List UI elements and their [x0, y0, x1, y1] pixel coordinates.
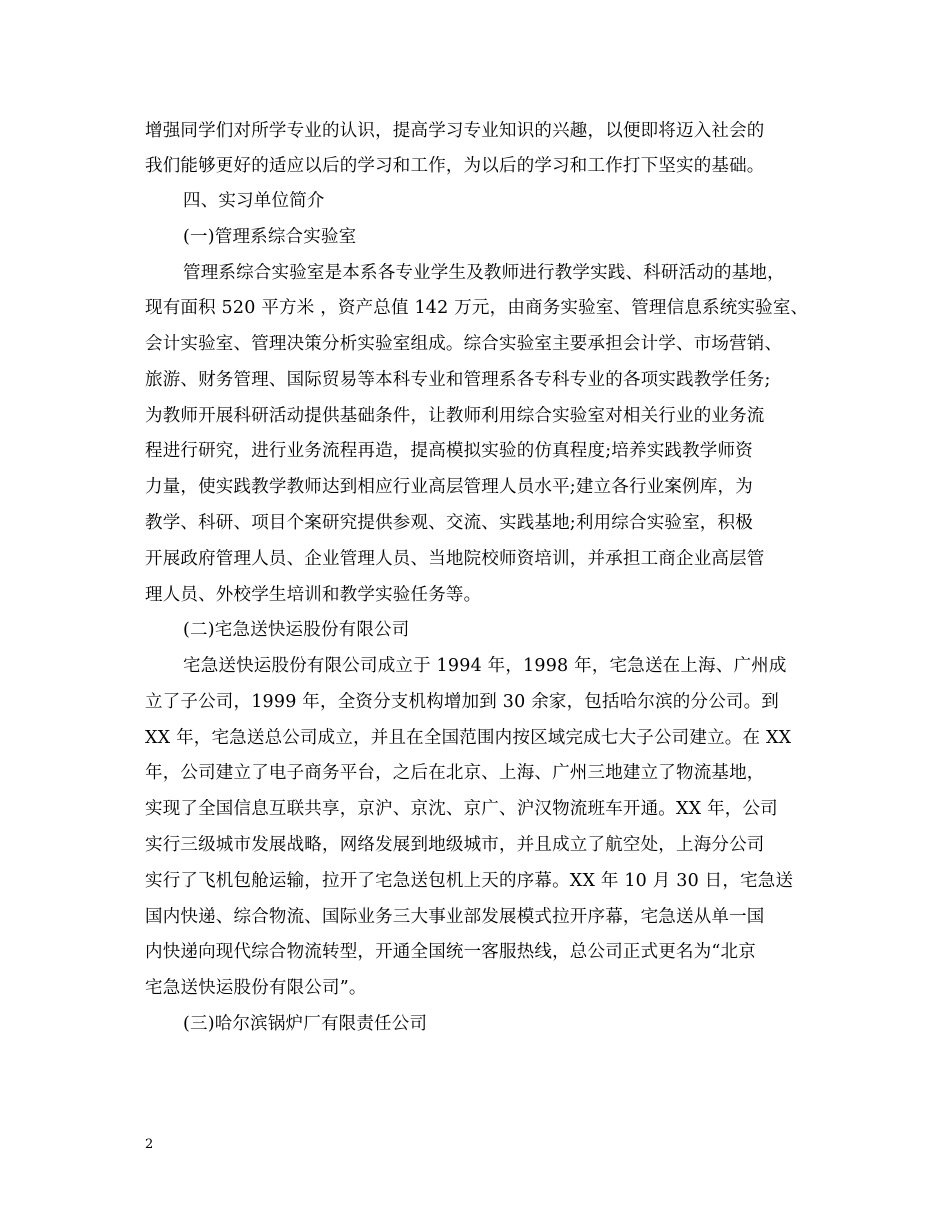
- text-line: 实行三级城市发展战略，网络发展到地级城市，并且成立了航空处，上海分公司: [145, 835, 765, 855]
- subsection-heading: (二)宅急送快运股份有限公司: [183, 620, 410, 640]
- text-line: 理人员、外校学生培训和教学实验任务等。: [145, 585, 482, 605]
- text-line: 国内快递、综合物流、国际业务三大事业部发展模式拉开序幕，宅急送从单一国: [145, 907, 765, 927]
- text-line: 管理系综合实验室是本系各专业学生及教师进行教学实践、科研活动的基地，: [183, 263, 785, 283]
- text-line: 增强同学们对所学专业的认识，提高学习专业知识的兴趣，以便即将迈入社会的: [145, 121, 765, 141]
- text-line: 为教师开展科研活动提供基础条件，让教师利用综合实验室对相关行业的业务流: [145, 406, 765, 426]
- text-line: 立了子公司，1999 年，全资分支机构增加到 30 余家，包括哈尔滨的分公司。到: [145, 692, 779, 712]
- text-line: 宅急送快运股份有限公司”。: [145, 978, 367, 998]
- text-line: XX 年，宅急送总公司成立，并且在全国范围内按区域完成七大子公司建立。在 XX: [145, 728, 792, 748]
- text-line: 教学、科研、项目个案研究提供参观、交流、实践基地;利用综合实验室，积极: [145, 513, 753, 533]
- page-number: 2: [145, 1137, 154, 1152]
- text-line: 会计实验室、管理决策分析实验室组成。综合实验室主要承担会计学、市场营销、: [145, 334, 783, 354]
- text-line: 开展政府管理人员、企业管理人员、当地院校师资培训，并承担工商企业高层管: [145, 549, 765, 569]
- text-line: 力量，使实践教学教师达到相应行业高层管理人员水平;建立各行业案例库，为: [145, 477, 753, 497]
- text-line: 旅游、财务管理、国际贸易等本科专业和管理系各专科专业的各项实践教学任务;: [145, 370, 771, 390]
- section-heading: 四、实习单位简介: [183, 191, 325, 211]
- text-line: 实行了飞机包舱运输，拉开了宅急送包机上天的序幕。XX 年 10 月 30 日，宅急送: [145, 871, 794, 891]
- text-line: 内快递向现代综合物流转型，开通全国统一客服热线，总公司正式更名为“北京: [145, 942, 756, 962]
- text-line: 实现了全国信息互联共享，京沪、京沈、京广、沪汉物流班车开通。XX 年，公司: [145, 799, 778, 819]
- text-line: 现有面积 520 平方米 ，资产总值 142 万元，由商务实验室、管理信息系统实验室、: [145, 298, 809, 318]
- text-line: 宅急送快运股份有限公司成立于 1994 年，1998 年，宅急送在上海、广州成: [183, 656, 787, 676]
- subsection-heading: (三)哈尔滨锅炉厂有限责任公司: [183, 1014, 428, 1034]
- text-line: 我们能够更好的适应以后的学习和工作，为以后的学习和工作打下坚实的基础。: [145, 156, 765, 176]
- subsection-heading: (一)管理系综合实验室: [183, 227, 357, 247]
- text-line: 年，公司建立了电子商务平台，之后在北京、上海、广州三地建立了物流基地，: [145, 763, 765, 783]
- text-line: 程进行研究，进行业务流程再造，提高模拟实验的仿真程度;培养实践教学师资: [145, 441, 753, 461]
